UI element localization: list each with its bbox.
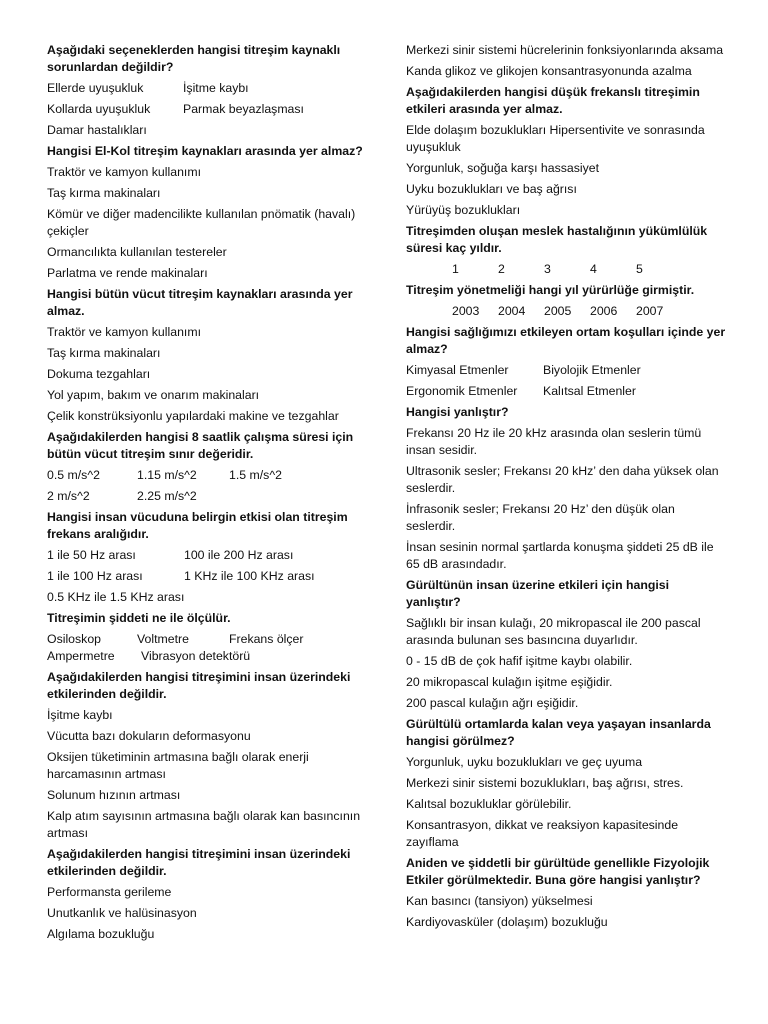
option: Ampermetre	[47, 649, 115, 663]
option: Yorgunluk, soğuğa karşı hassasiyet	[406, 161, 599, 175]
question-8: Aşağıdakilerden hangisi titreşimini insan üzerindeki etkilerinden değildir.	[47, 847, 351, 878]
question-7: Aşağıdakilerden hangisi titreşimini insan üzerindeki etkilerinden değildir.	[47, 670, 351, 701]
option: Merkezi sinir sistemi bozuklukları, baş ağrısı, stres.	[406, 776, 684, 790]
question-5: Hangisi insan vücuduna belirgin etkisi olan titreşim frekans aralığıdır.	[47, 510, 348, 541]
option: Çelik konstrüksiyonlu yapılardaki makine ve tezgahlar	[47, 409, 339, 423]
option: Traktör ve kamyon kullanımı	[47, 165, 201, 179]
option: Kanda glikoz ve glikojen konsantrasyonunda azalma	[406, 64, 692, 78]
options-row	[406, 303, 726, 320]
question-4: Aşağıdakilerden hangisi 8 saatlik çalışma süresi için bütün vücut titreşim sınır değeridir.	[47, 430, 354, 461]
option: Elde dolaşım bozuklukları Hipersentivite ve sonrasında uyuşukluk	[406, 123, 705, 154]
option: 0.5 m/s^2	[47, 468, 100, 482]
option: 0.5 KHz ile 1.5 KHz arası	[47, 590, 185, 604]
option: Yürüyüş bozuklukları	[406, 203, 521, 217]
option: 2007	[636, 304, 664, 318]
option: Vücutta bazı dokuların deformasyonu	[47, 729, 251, 743]
option: 2005	[544, 304, 572, 318]
question-16: Aniden ve şiddetli bir gürültüde genellikle Fizyolojik Etkiler görülmektedir. Buna göre hangisi yanlıştır?	[406, 856, 710, 887]
right-column	[406, 42, 726, 935]
option: 2	[498, 262, 505, 276]
option: İnfrasonik sesler; Frekansı 20 Hz’ den düşük olan seslerdir.	[406, 502, 675, 533]
option: Algılama bozukluğu	[47, 927, 155, 941]
option: Merkezi sinir sistemi hücrelerinin fonksiyonlarında aksama	[406, 43, 724, 57]
option: 0 - 15 dB de çok hafif işitme kaybı olabilir.	[406, 654, 633, 668]
option: 1 ile 50 Hz arası	[47, 548, 136, 562]
options-row	[406, 383, 726, 400]
option: İnsan sesinin normal şartlarda konuşma şiddeti 25 dB ile 65 dB arasındadır.	[406, 540, 714, 571]
option: 2 m/s^2	[47, 489, 90, 503]
option: 2003	[452, 304, 480, 318]
question-1: Aşağıdaki seçeneklerden hangisi titreşim kaynaklı sorunlardan değildir?	[47, 43, 341, 74]
option: İşitme kaybı	[183, 81, 249, 95]
option: 1 ile 100 Hz arası	[47, 569, 143, 583]
option: Parlatma ve rende makinaları	[47, 266, 208, 280]
option: Kalıtsal Etmenler	[543, 384, 636, 398]
option: Performansta gerileme	[47, 885, 172, 899]
option: Yorgunluk, uyku bozuklukları ve geç uyuma	[406, 755, 643, 769]
options-row	[47, 488, 372, 505]
option: Kan basıncı (tansiyon) yükselmesi	[406, 894, 593, 908]
options-row	[47, 547, 372, 564]
options-row	[47, 467, 372, 484]
option: 20 mikropascal kulağın işitme eşiğidir.	[406, 675, 613, 689]
option: 5	[636, 262, 643, 276]
option: 1.15 m/s^2	[137, 468, 197, 482]
question-6: Titreşimin şiddeti ne ile ölçülür.	[47, 611, 231, 625]
option: Traktör ve kamyon kullanımı	[47, 325, 201, 339]
question-14: Gürültünün insan üzerine etkileri için hangisi yanlıştır?	[406, 578, 670, 609]
option: İşitme kaybı	[47, 708, 113, 722]
option: Solunum hızının artması	[47, 788, 181, 802]
option: 2006	[590, 304, 618, 318]
question-11: Titreşim yönetmeliği hangi yıl yürürlüğe girmiştir.	[406, 283, 695, 297]
option: Voltmetre	[137, 632, 189, 646]
question-10: Titreşimden oluşan meslek hastalığının yükümlülük süresi kaç yıldır.	[406, 224, 708, 255]
option: Oksijen tüketiminin artmasına bağlı olarak enerji harcamasının artması	[47, 750, 309, 781]
option: Taş kırma makinaları	[47, 346, 161, 360]
left-column	[47, 42, 372, 947]
question-2: Hangisi El-Kol titreşim kaynakları arasında yer almaz?	[47, 144, 363, 158]
option: 1.5 m/s^2	[229, 468, 282, 482]
option: Taş kırma makinaları	[47, 186, 161, 200]
option: 4	[590, 262, 597, 276]
options-row	[406, 261, 726, 278]
option: 1 KHz ile 100 KHz arası	[184, 569, 315, 583]
options-row	[47, 568, 372, 585]
question-3: Hangisi bütün vücut titreşim kaynakları arasında yer almaz.	[47, 287, 353, 318]
option: Unutkanlık ve halüsinasyon	[47, 906, 197, 920]
option: 200 pascal kulağın ağrı eşiğidir.	[406, 696, 579, 710]
options-row	[47, 101, 372, 118]
option: Ellerde uyuşukluk	[47, 81, 144, 95]
option: Osiloskop	[47, 632, 101, 646]
option: 100 ile 200 Hz arası	[184, 548, 294, 562]
option: Biyolojik Etmenler	[543, 363, 641, 377]
option: Frekans ölçer	[229, 632, 304, 646]
option: Ergonomik Etmenler	[406, 384, 518, 398]
options-row	[47, 80, 372, 97]
option: Kollarda uyuşukluk	[47, 102, 151, 116]
question-13: Hangisi yanlıştır?	[406, 405, 509, 419]
option: Uyku bozuklukları ve baş ağrısı	[406, 182, 577, 196]
option: Vibrasyon detektörü	[141, 649, 251, 663]
option: Kimyasal Etmenler	[406, 363, 509, 377]
question-12: Hangisi sağlığımızı etkileyen ortam koşulları içinde yer almaz?	[406, 325, 726, 356]
question-9: Aşağıdakilerden hangisi düşük frekanslı titreşimin etkileri arasında yer almaz.	[406, 85, 700, 116]
option: Ormancılıkta kullanılan testereler	[47, 245, 227, 259]
option: Kardiyovasküler (dolaşım) bozukluğu	[406, 915, 608, 929]
option: Ultrasonik sesler; Frekansı 20 kHz’ den daha yüksek olan seslerdir.	[406, 464, 719, 495]
options-row	[47, 648, 372, 665]
option: Kömür ve diğer madencilikte kullanılan pnömatik (havalı) çekiçler	[47, 207, 356, 238]
option: Kalp atım sayısının artmasına bağlı olarak kan basıncının artması	[47, 809, 361, 840]
question-15: Gürültülü ortamlarda kalan veya yaşayan insanlarda hangisi görülmez?	[406, 717, 711, 748]
option: Parmak beyazlaşması	[183, 102, 304, 116]
option: 3	[544, 262, 551, 276]
option: Konsantrasyon, dikkat ve reaksiyon kapasitesinde zayıflama	[406, 818, 679, 849]
option: Yol yapım, bakım ve onarım makinaları	[47, 388, 260, 402]
option: Frekansı 20 Hz ile 20 kHz arasında olan seslerin tümü insan sesidir.	[406, 426, 702, 457]
options-row	[406, 362, 726, 379]
option: Sağlıklı bir insan kulağı, 20 mikropascal ile 200 pascal arasında bulunan ses basıncına duyarlıdır.	[406, 616, 701, 647]
option: Kalıtsal bozukluklar görülebilir.	[406, 797, 572, 811]
option: 1	[452, 262, 459, 276]
option: 2004	[498, 304, 526, 318]
option: Damar hastalıkları	[47, 123, 147, 137]
options-row	[47, 631, 372, 648]
option: 2.25 m/s^2	[137, 489, 197, 503]
option: Dokuma tezgahları	[47, 367, 151, 381]
